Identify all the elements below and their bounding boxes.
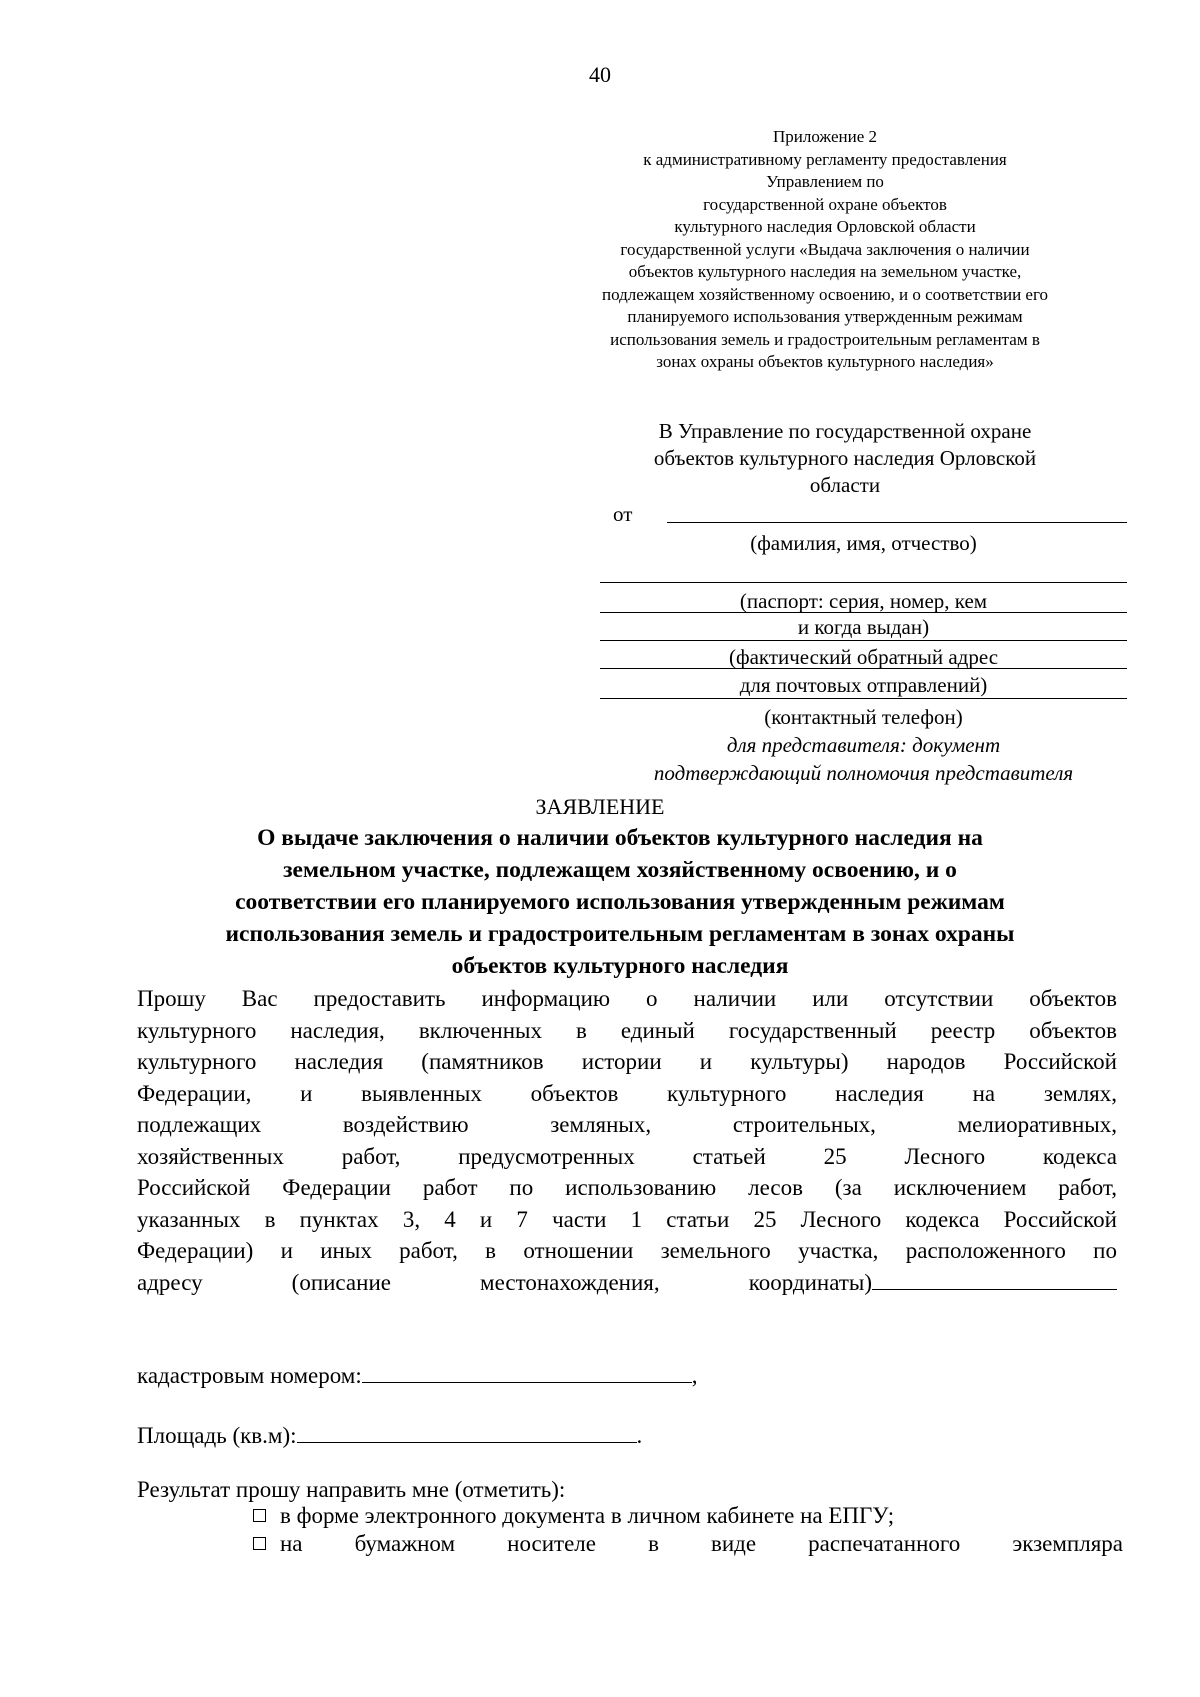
subject-line: земельном участке, подлежащем хозяйственному освоению, и о xyxy=(283,857,957,883)
representative-note: подтверждающий полномочия представителя xyxy=(653,761,1074,785)
declaration-title: ЗАЯВЛЕНИЕ xyxy=(535,794,665,819)
checkbox-icon[interactable] xyxy=(253,1537,266,1550)
body-line: указанных в пунктах 3, 4 и 7 части 1 статьи 25 Лесного кодекса Российской xyxy=(137,1206,1117,1232)
area-suffix: . xyxy=(636,1423,643,1448)
appendix-line: зонах охраны объектов культурного наследия» xyxy=(656,352,994,371)
cadastral-row xyxy=(137,1362,698,1389)
name-field-line[interactable] xyxy=(667,522,1127,523)
phone-field-line[interactable] xyxy=(600,698,1127,699)
declaration-subject xyxy=(140,822,1100,982)
address-label: адресу (описание местонахождения, координаты) xyxy=(137,1269,872,1295)
area-row xyxy=(137,1422,642,1449)
address-field-line[interactable] xyxy=(600,668,1127,669)
addressee-line: В Управление по государственной охране xyxy=(658,419,1032,443)
name-hint: (фамилия, имя, отчество) xyxy=(750,531,977,555)
representative-note: для представителя: документ xyxy=(726,733,1001,757)
body-line-address xyxy=(137,1267,1117,1299)
subject-line: объектов культурного наследия xyxy=(451,953,789,979)
option-label: в форме электронного документа в личном кабинете на ЕПГУ; xyxy=(280,1503,895,1528)
address-hint: (фактический обратный адрес xyxy=(728,645,999,669)
subject-line: использования земель и градостроительным регламентам в зонах охраны xyxy=(225,921,1015,947)
body-line: Прошу Вас предоставить информацию о наличии или отсутствии объектов xyxy=(137,986,1117,1011)
appendix-line: Приложение 2 xyxy=(773,127,877,146)
appendix-line: культурного наследия Орловской области xyxy=(674,217,976,236)
body-line: Федерации, и выявленных объектов культурного наследия на землях, xyxy=(137,1080,1117,1106)
appendix-line: объектов культурного наследия на земельном участке, xyxy=(628,262,1022,281)
body-line: хозяйственных работ, предусмотренных статьей 25 Лесного кодекса xyxy=(137,1143,1117,1169)
appendix-line: государственной услуги «Выдача заключения о наличии xyxy=(620,239,1030,259)
appendix-line: использования земель и градостроительным регламентам в xyxy=(610,329,1040,349)
passport-hint: (паспорт: серия, номер, кем xyxy=(739,589,988,613)
passport-hint: и когда выдан) xyxy=(797,615,930,639)
body-line: Российской Федерации работ по использованию лесов (за исключением работ, xyxy=(137,1175,1117,1200)
address-hint: для почтовых отправлений) xyxy=(739,673,988,697)
addressee-line: области xyxy=(809,473,881,497)
cadastral-label: кадастровым номером: xyxy=(137,1363,362,1388)
addressee-line: объектов культурного наследия Орловской xyxy=(653,446,1037,470)
appendix-line: Управлением по xyxy=(766,172,884,191)
addressee-block xyxy=(620,418,1070,499)
passport-field-line[interactable] xyxy=(600,612,1127,613)
address-field-line[interactable] xyxy=(600,640,1127,641)
cadastral-suffix: , xyxy=(691,1363,698,1388)
appendix-block xyxy=(560,126,1090,374)
appendix-line: к административному регламенту предоставления xyxy=(643,149,1007,169)
delivery-option[interactable] xyxy=(253,1531,1123,1557)
page-number: 40 xyxy=(589,62,611,87)
appendix-line: планируемого использования утвержденным режимам xyxy=(627,307,1023,326)
subject-line: соответствии его планируемого использования утвержденным режимам xyxy=(235,889,1005,915)
appendix-line: государственной охране объектов xyxy=(703,194,947,214)
appendix-line: подлежащем хозяйственному освоению, и о соответствии его xyxy=(601,284,1049,304)
body-line: Федерации) и иных работ, в отношении земельного участка, расположенного по xyxy=(137,1238,1117,1263)
body-line: культурного наследия (памятников истории и культуры) народов Российской xyxy=(137,1049,1117,1074)
request-body xyxy=(137,983,1117,1298)
from-label: от xyxy=(613,502,633,526)
cadastral-field[interactable] xyxy=(362,1362,692,1383)
address-field[interactable] xyxy=(872,1267,1117,1290)
body-line: культурного наследия, включенных в единый государственный реестр объектов xyxy=(137,1017,1117,1043)
option-label: на бумажном носителе в виде распечатанного экземпляра xyxy=(280,1531,1123,1556)
phone-hint: (контактный телефон) xyxy=(764,705,963,729)
body-line: подлежащих воздействию земляных, строительных, мелиоративных, xyxy=(137,1112,1117,1137)
area-field[interactable] xyxy=(297,1422,637,1443)
area-label: Площадь (кв.м): xyxy=(137,1423,297,1448)
delivery-option[interactable] xyxy=(253,1503,1123,1529)
blank-line[interactable] xyxy=(600,582,1127,583)
result-label: Результат прошу направить мне (отметить): xyxy=(137,1477,566,1502)
subject-line: О выдаче заключения о наличии объектов культурного наследия на xyxy=(257,825,983,851)
checkbox-icon[interactable] xyxy=(253,1509,266,1522)
